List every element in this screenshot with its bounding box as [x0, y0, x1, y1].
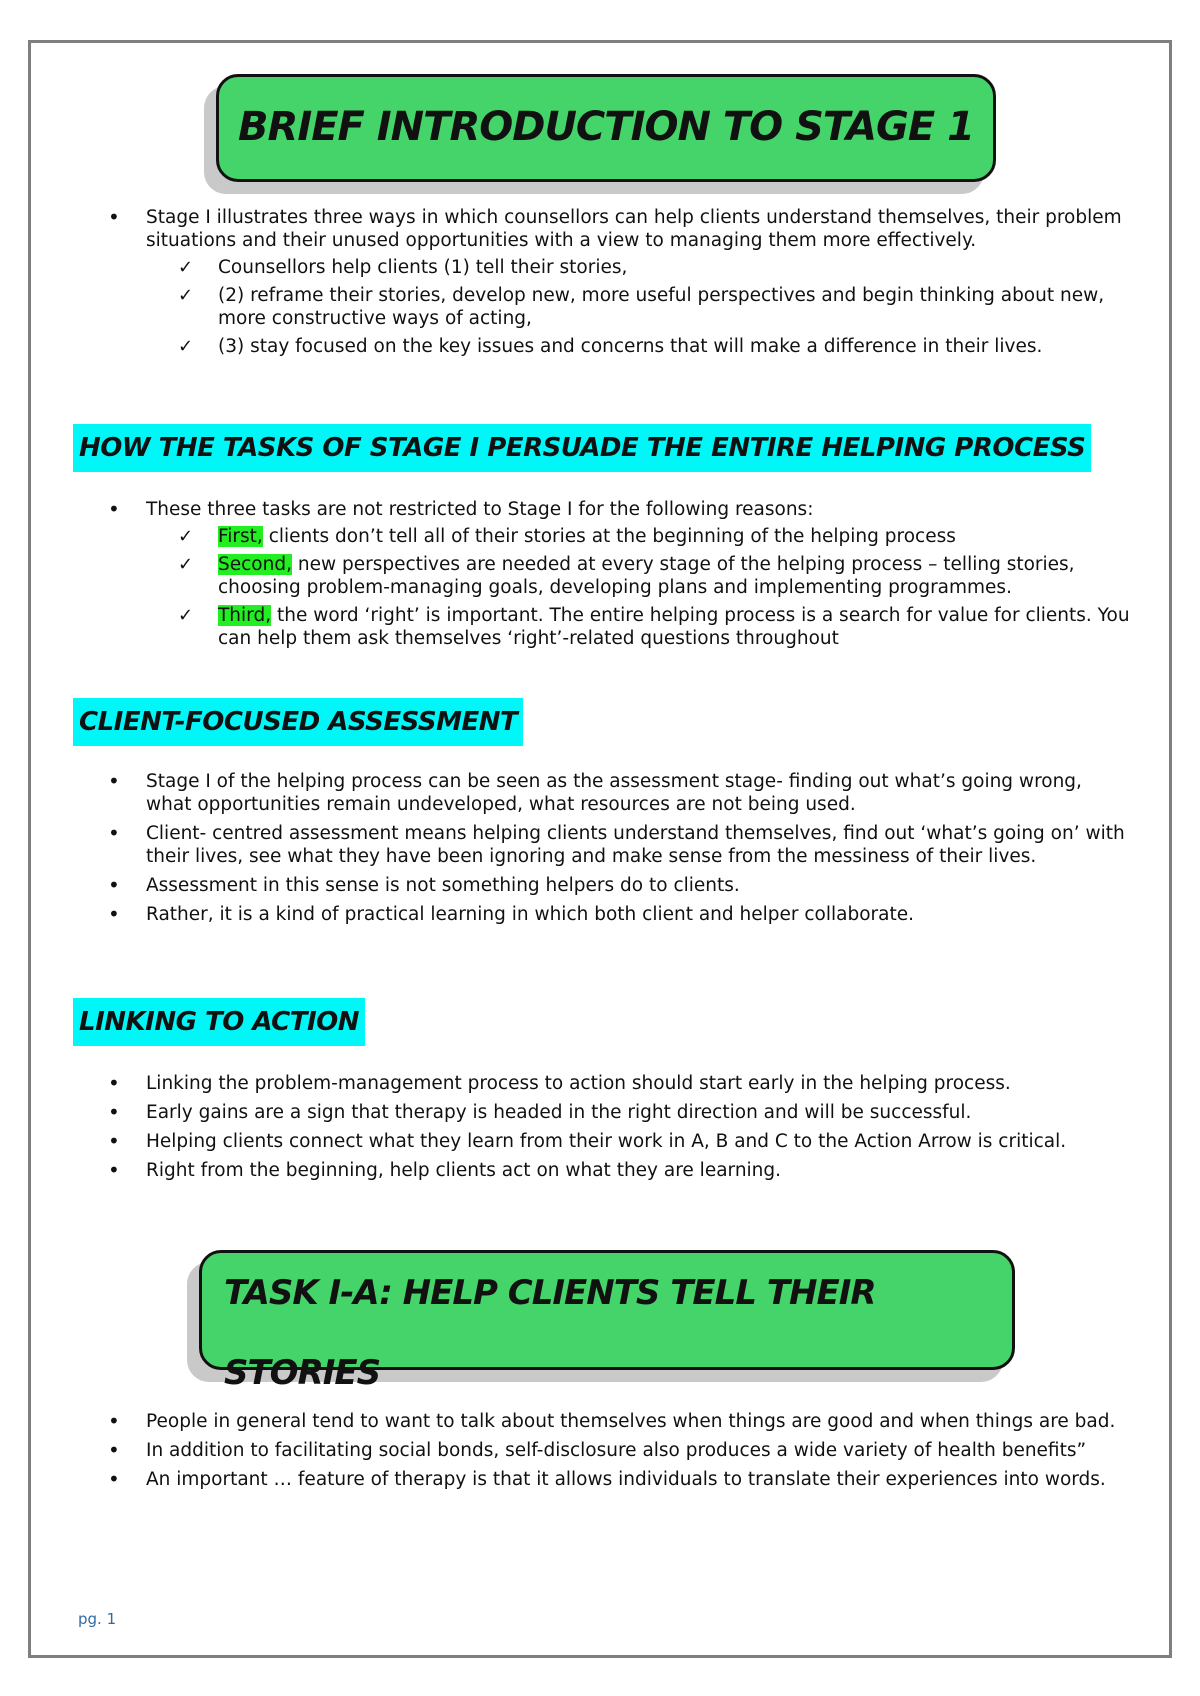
check-item — [178, 284, 1130, 330]
assessment-list — [120, 770, 1130, 932]
intro-banner-title: BRIEF INTRODUCTION TO STAGE 1 — [238, 104, 974, 150]
highlight-first: First, — [218, 526, 263, 547]
intro-banner — [216, 74, 996, 182]
task-banner — [199, 1250, 1015, 1393]
action-section-heading: LINKING TO ACTION — [73, 998, 365, 1046]
check-item-text: new perspectives are needed at every stage of the helping process – telling stories, choosing problem-managing goals, developing plans and implementing programmes. — [218, 554, 1075, 598]
action-list — [120, 1072, 1130, 1188]
intro-check-list — [146, 256, 1130, 358]
page-number: pg. 1 — [78, 1610, 117, 1628]
check-item-text: (3) stay focused on the key issues and concerns that will make a difference in their lives. — [218, 336, 1043, 357]
tasks-bullet-text: These three tasks are not restricted to Stage I for the following reasons: — [146, 499, 814, 520]
highlight-third: Third, — [218, 605, 272, 626]
tasks-section-heading: HOW THE TASKS OF STAGE I PERSUADE THE ENTIRE HELPING PROCESS — [73, 424, 1091, 472]
check-item — [178, 604, 1130, 650]
checkmark-icon: ✓ — [178, 605, 194, 626]
list-item: • In addition to facilitating social bonds, self-disclosure also produces a wide variety of health benefits” — [120, 1439, 1130, 1462]
task-banner-title: TASK I-A: HELP CLIENTS TELL THEIR STORIES — [224, 1273, 876, 1393]
list-item — [120, 498, 1130, 650]
check-item — [178, 525, 1130, 548]
list-item: • Linking the problem-management process to action should start early in the helping process. — [120, 1072, 1130, 1095]
list-item — [120, 206, 1130, 358]
list-item: • Early gains are a sign that therapy is headed in the right direction and will be successful. — [120, 1101, 1130, 1124]
list-item: • Helping clients connect what they learn from their work in A, B and C to the Action Arrow is critical. — [120, 1130, 1130, 1153]
highlight-second: Second, — [218, 554, 292, 575]
list-item: • Assessment in this sense is not something helpers do to clients. — [120, 874, 1130, 897]
list-item: • Rather, it is a kind of practical learning in which both client and helper collaborate. — [120, 903, 1130, 926]
check-item-text: Counsellors help clients (1) tell their stories, — [218, 257, 628, 278]
list-item: • Right from the beginning, help clients act on what they are learning. — [120, 1159, 1130, 1182]
checkmark-icon: ✓ — [178, 554, 194, 575]
checkmark-icon: ✓ — [178, 526, 194, 547]
check-item — [178, 553, 1130, 599]
check-item-text: the word ‘right’ is important. The entire helping process is a search for value for clients. You can help them ask themselves ‘right’-related questions throughout — [218, 605, 1130, 649]
checkmark-icon: ✓ — [178, 336, 194, 357]
intro-bullet-text: Stage I illustrates three ways in which counsellors can help clients understand themselves, their problem situations and their unused opportunities with a view to managing them more effectively. — [146, 207, 1122, 251]
intro-list — [120, 206, 1130, 364]
tasks-list — [120, 498, 1130, 656]
list-item: • Client- centred assessment means helping clients understand themselves, find out ‘what’s going on’ with their lives, see what they have been ignoring and make sense from the messiness of their lives. — [120, 822, 1130, 868]
list-item: • People in general tend to want to talk about themselves when things are good and when things are bad. — [120, 1410, 1130, 1433]
check-item — [178, 335, 1130, 358]
check-item — [178, 256, 1130, 279]
tasks-check-list — [146, 525, 1130, 650]
checkmark-icon: ✓ — [178, 285, 194, 306]
checkmark-icon: ✓ — [178, 257, 194, 278]
check-item-text: clients don’t tell all of their stories at the beginning of the helping process — [262, 526, 956, 547]
list-item: • An important … feature of therapy is that it allows individuals to translate their experiences into words. — [120, 1468, 1130, 1491]
assessment-section-heading: CLIENT-FOCUSED ASSESSMENT — [73, 698, 523, 746]
check-item-text: (2) reframe their stories, develop new, more useful perspectives and begin thinking about new, more constructive ways of acting, — [218, 285, 1105, 329]
list-item: • Stage I of the helping process can be seen as the assessment stage- finding out what’s going wrong, what opportunities remain undeveloped, what resources are not being used. — [120, 770, 1130, 816]
stories-list — [120, 1410, 1130, 1497]
